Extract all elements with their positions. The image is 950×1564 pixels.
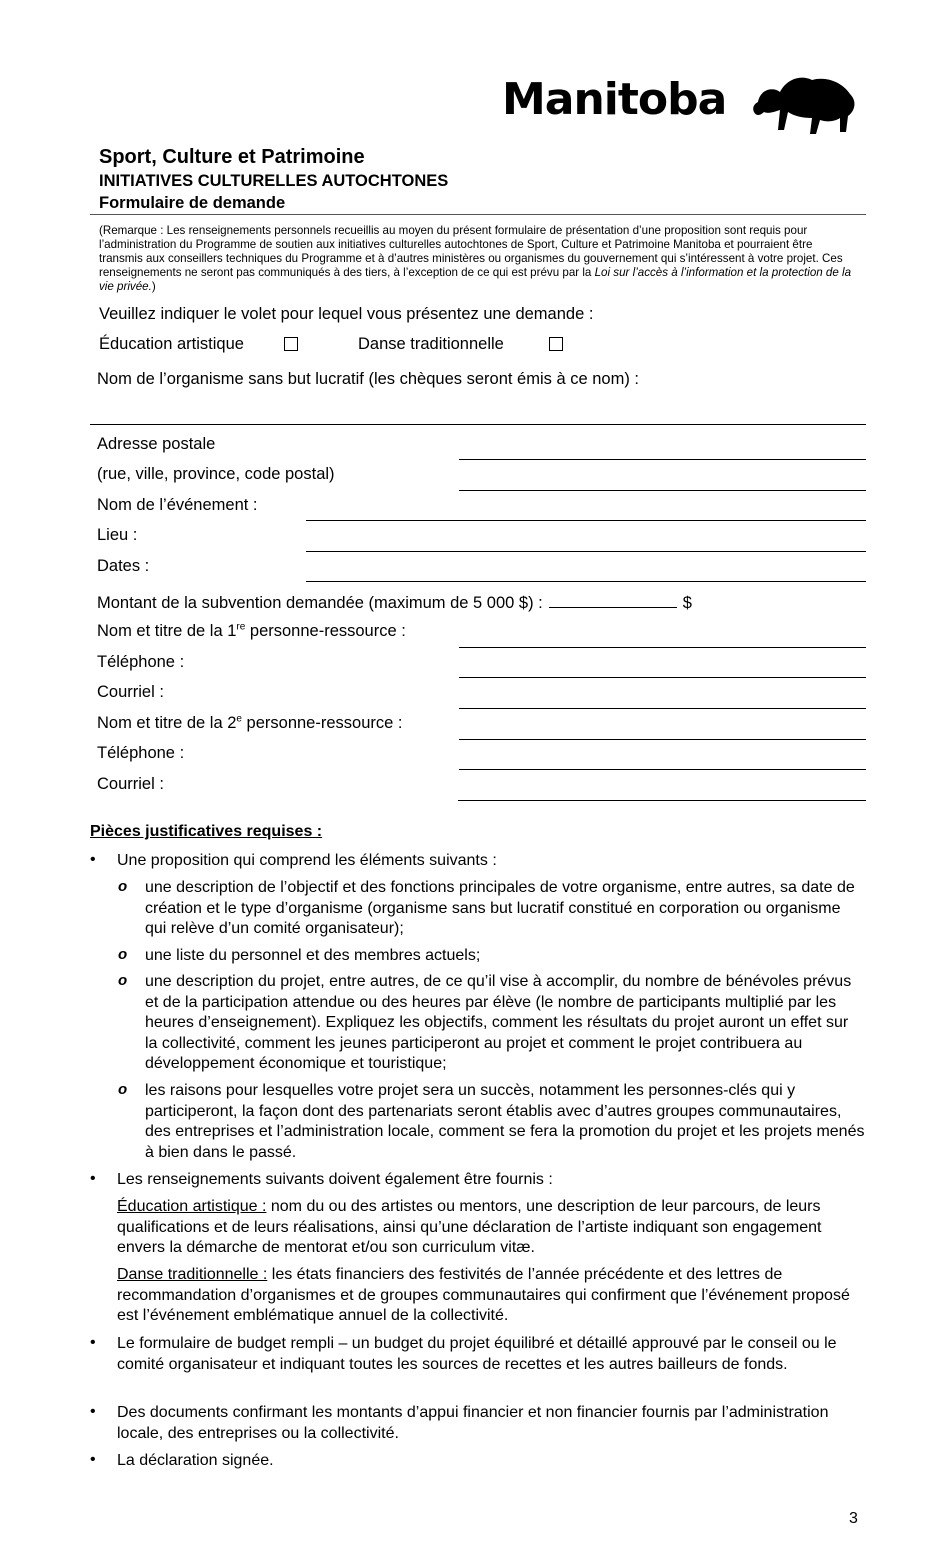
org-name-label: Nom de l’organisme sans but lucratif (les chèques seront émis à ce nom) : bbox=[97, 370, 639, 388]
amount-unit: $ bbox=[682, 594, 692, 612]
bullet-info: Les renseignements suivants doivent également être fournis : bbox=[117, 1171, 553, 1188]
phone1-field[interactable] bbox=[459, 677, 866, 678]
sub-item-staff: une liste du personnel et des membres actuels; bbox=[145, 947, 481, 964]
bullet-icon: • bbox=[90, 1334, 96, 1351]
privacy-note: (Remarque : Les renseignements personnels recueillis au moyen du présent formulaire de présentation d’une proposition sont requis pour l’administration du Programme de soutien aux initiatives culturelles autochtones de Sport, Culture et Patrimoine Manitoba et pourraient être transmis aux conseillers techniques du Programme et à d’autres ministères ou organismes du gouvernement qui s’intéressent à votre projet. Ces renseignements ne seront pas communiqués à des tiers, à l’exception de ce qui est prévu par la Loi sur l’accès à l’information et la protection de la vie privée.) bbox=[99, 224, 852, 293]
bullet-icon: • bbox=[90, 1451, 96, 1468]
address-hint: (rue, ville, province, code postal) bbox=[97, 465, 335, 483]
event-name-field[interactable] bbox=[306, 520, 866, 521]
bullet-icon: • bbox=[90, 1403, 96, 1420]
amount-field[interactable] bbox=[549, 593, 677, 608]
address-field-1[interactable] bbox=[459, 459, 866, 460]
email1-field[interactable] bbox=[459, 708, 866, 709]
bullet-documents: Des documents confirmant les montants d’appui financier et non financier fournis par l’administration locale, des entreprises ou la collectivité. bbox=[117, 1404, 829, 1442]
sub-item-description: une description de l’objectif et des fonctions principales de votre organisme, entre autres, sa date de création et le type d’organisme (organisme sans but lucratif constitué en corporation ou organisme qui relève d’un comité organisateur); bbox=[145, 879, 855, 937]
bullet-icon: • bbox=[90, 1170, 96, 1187]
dates-label: Dates : bbox=[97, 557, 150, 575]
dates-field[interactable] bbox=[306, 581, 866, 582]
amount-row bbox=[97, 593, 692, 613]
bullet-proposal: Une proposition qui comprend les éléments suivants : bbox=[117, 852, 497, 869]
education-checkbox[interactable] bbox=[284, 337, 298, 351]
phone2-field[interactable] bbox=[459, 769, 866, 770]
dance-checkbox[interactable] bbox=[549, 337, 563, 351]
email2-label: Courriel : bbox=[97, 775, 164, 793]
dance-requirements: Danse traditionnelle : les états financiers des festivités de l’année précédente et des lettres de recommandation d’organismes et de groupes communautaires qui confirment que l’événement proposé est l’événement emblématique annuel de la collectivité. bbox=[117, 1266, 850, 1324]
place-label: Lieu : bbox=[97, 526, 138, 544]
sub-bullet-icon: o bbox=[118, 946, 128, 963]
sub-item-success: les raisons pour lesquelles votre projet sera un succès, notamment les personnes-clés qui y participeront, la façon dont des partenariats seront établis avec d’autres groupes communautaires, des entreprises et l’administration locale, comment se fera la promotion du projet et les projets menés à bien dans le passé. bbox=[145, 1082, 865, 1161]
form-title: Formulaire de demande bbox=[99, 194, 286, 212]
bullet-declaration: La déclaration signée. bbox=[117, 1452, 274, 1469]
address-label: Adresse postale bbox=[97, 435, 216, 453]
sub-bullet-icon: o bbox=[118, 878, 128, 895]
place-field[interactable] bbox=[306, 551, 866, 552]
department-title: Sport, Culture et Patrimoine bbox=[99, 146, 365, 168]
contact2-field[interactable] bbox=[459, 739, 866, 740]
address-field-2[interactable] bbox=[459, 490, 866, 491]
bullet-budget: Le formulaire de budget rempli – un budget du projet équilibré et détaillé approuvé par le conseil ou le comité organisateur et indiquant toutes les sources de recettes et les autres bailleurs de fonds. bbox=[117, 1335, 837, 1373]
phone2-label: Téléphone : bbox=[97, 744, 185, 762]
email2-field[interactable] bbox=[458, 800, 866, 801]
org-name-field[interactable] bbox=[90, 424, 866, 425]
contact1-field[interactable] bbox=[459, 647, 866, 648]
education-requirements: Éducation artistique : nom du ou des artistes ou mentors, une description de leur parcours, de leurs qualifications et de leurs réalisations, ainsi qu’une déclaration de l’artiste indiquant son engagement envers la démarche de mentorat et/ou son curriculum vitæ. bbox=[117, 1198, 822, 1256]
bullet-icon: • bbox=[90, 851, 96, 868]
amount-label: Montant de la subvention demandée (maximum de 5 000 $) : bbox=[97, 594, 543, 612]
manitoba-wordmark: Manitoba bbox=[502, 74, 727, 125]
sub-bullet-icon: o bbox=[118, 1081, 128, 1098]
sub-item-project: une description du projet, entre autres, de ce qu’il vise à accomplir, du nombre de bénévoles prévus et de la participation attendue ou des heures par élève (le nombre de participants multiplié par les heures d’enseignement). Expliquez les objectifs, comment les résultats du projet auront un effet sur la collectivité, comment les jeunes participeront au projet et comment le projet contribuera au développement économique et touristique; bbox=[145, 973, 852, 1072]
requirements-heading: Pièces justificatives requises : bbox=[90, 823, 323, 840]
event-name-label: Nom de l’événement : bbox=[97, 496, 258, 514]
sub-bullet-icon: o bbox=[118, 972, 128, 989]
stream-question: Veuillez indiquer le volet pour lequel vous présentez une demande : bbox=[99, 305, 594, 323]
phone1-label: Téléphone : bbox=[97, 653, 185, 671]
contact1-label: Nom et titre de la 1re personne-ressource : bbox=[97, 621, 406, 640]
bison-logo-icon bbox=[750, 72, 860, 142]
option-dance-label: Danse traditionnelle bbox=[358, 335, 504, 353]
option-education-label: Éducation artistique bbox=[99, 335, 244, 353]
contact2-label: Nom et titre de la 2e personne-ressource : bbox=[97, 713, 403, 732]
email1-label: Courriel : bbox=[97, 683, 164, 701]
program-title: INITIATIVES CULTURELLES AUTOCHTONES bbox=[99, 172, 449, 190]
page-number: 3 bbox=[849, 1510, 858, 1527]
header-divider bbox=[90, 214, 866, 215]
